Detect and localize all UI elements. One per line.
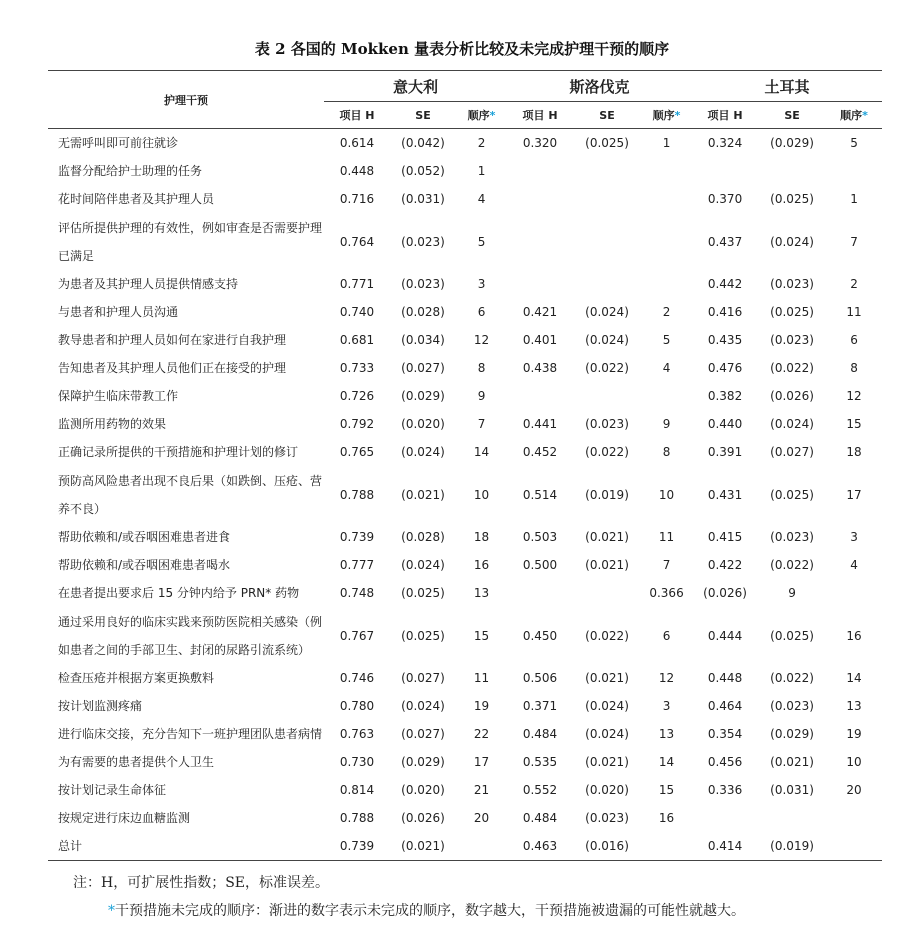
cell-sk-h	[507, 157, 573, 185]
table-row	[48, 185, 882, 213]
cell-sk-h: 0.503	[522, 530, 558, 544]
cell-it-se: (0.025)	[401, 628, 445, 643]
cell-it-order: 22	[473, 727, 490, 741]
cell-it-h: 0.730	[339, 755, 375, 769]
table-row	[48, 157, 882, 185]
intervention-name: 进行临床交接，充分告知下一班护理团队患者病情	[58, 727, 323, 741]
cell-tr-h: 0.456	[707, 755, 743, 769]
cell-it-se: (0.034)	[401, 333, 445, 347]
cell-tr-se: (0.026)	[770, 389, 814, 403]
cell-it-order: 11	[473, 671, 490, 685]
cell-tr-h: 0.435	[707, 333, 743, 347]
cell-it-order: 16	[473, 558, 490, 572]
table-row	[48, 129, 882, 158]
cell-it-h: 0.771	[339, 277, 375, 291]
col-h: 项目 H	[324, 102, 390, 129]
cell-tr-order: 16	[846, 628, 862, 643]
cell-tr-order: 1	[850, 192, 858, 206]
cell-sk-order: 14	[658, 755, 675, 769]
col-se: SE	[573, 102, 641, 129]
cell-tr-h: 0.416	[707, 305, 743, 319]
cell-sk-order	[641, 270, 692, 298]
table-row	[48, 551, 882, 579]
cell-sk-h: 0.452	[522, 445, 558, 459]
cell-tr-h: 0.354	[707, 727, 743, 741]
cell-sk-se: (0.016)	[573, 832, 641, 861]
cell-tr-order: 4	[850, 558, 858, 572]
cell-tr-se: (0.023)	[770, 333, 814, 347]
cell-tr-order	[826, 804, 882, 832]
table-row	[48, 270, 882, 298]
cell-it-se: (0.027)	[401, 727, 445, 741]
cell-tr-h: 0.444	[707, 628, 743, 643]
col-h: 项目 H	[692, 102, 758, 129]
cell-sk-se: (0.024)	[585, 699, 629, 713]
cell-sk-order: 2	[662, 305, 671, 319]
intervention-name: 按规定进行床边血糖监测	[58, 811, 191, 825]
cell-tr-h: 0.414	[692, 832, 758, 861]
cell-tr-h: 0.440	[707, 417, 743, 431]
cell-sk-order: 6	[662, 628, 671, 643]
cell-it-se: (0.052)	[401, 164, 445, 178]
cell-it-se: (0.042)	[401, 136, 445, 150]
cell-tr-se: (0.025)	[770, 305, 814, 319]
cell-tr-se: (0.027)	[770, 445, 814, 459]
cell-sk-order: 3	[662, 699, 671, 713]
intervention-name: 监测所用药物的效果	[58, 417, 167, 431]
cell-it-h: 0.726	[339, 389, 375, 403]
cell-sk-h: 0.421	[522, 305, 558, 319]
table-row	[48, 298, 882, 326]
cell-it-h: 0.767	[339, 628, 375, 643]
cell-it-order: 3	[477, 277, 486, 291]
cell-it-order: 4	[477, 192, 486, 206]
intervention-name: 与患者和护理人员沟通	[58, 305, 179, 319]
cell-it-order: 18	[473, 530, 490, 544]
header-intervention: 护理干预	[48, 71, 324, 129]
intervention-name: 在患者提出要求后 15 分钟内给予 PRN* 药物	[58, 586, 300, 600]
cell-sk-h: 0.484	[522, 727, 558, 741]
cell-tr-order: 2	[850, 277, 858, 291]
table-row	[48, 664, 882, 692]
cell-tr-order: 17	[846, 487, 862, 502]
table-row	[48, 804, 882, 832]
cell-it-order: 2	[477, 136, 486, 150]
cell-it-h: 0.763	[339, 727, 375, 741]
cell-sk-order	[641, 213, 692, 270]
table-row	[48, 523, 882, 551]
cell-it-order: 6	[477, 305, 486, 319]
cell-sk-order: 5	[662, 333, 671, 347]
cell-sk-h: 0.500	[522, 558, 558, 572]
cell-it-order: 12	[473, 333, 490, 347]
table-row	[48, 438, 882, 466]
intervention-name: 监督分配给护士助理的任务	[58, 164, 203, 178]
intervention-name: 通过采用良好的临床实践来预防医院相关感染（例如患者之间的手部卫生、封闭的尿路引流系统）	[58, 614, 323, 657]
cell-sk-se	[573, 185, 641, 213]
cell-tr-se: (0.023)	[770, 277, 814, 291]
cell-it-h: 0.814	[339, 783, 375, 797]
cell-tr-order: 20	[846, 783, 862, 797]
cell-sk-order	[641, 185, 692, 213]
cell-tr-order	[826, 832, 882, 861]
cell-it-order	[456, 832, 507, 861]
cell-sk-h	[507, 382, 573, 410]
intervention-name: 为患者及其护理人员提供情感支持	[58, 277, 239, 291]
header-country-slovakia: 斯洛伐克	[507, 71, 692, 102]
cell-it-se: (0.021)	[390, 832, 456, 861]
cell-sk-se: (0.023)	[585, 811, 629, 825]
cell-sk-h: 0.320	[522, 136, 558, 150]
cell-it-order: 9	[477, 389, 486, 403]
cell-it-h: 0.765	[339, 445, 375, 459]
cell-tr-order: 11	[846, 305, 862, 319]
cell-it-h: 0.792	[339, 417, 375, 431]
cell-it-se: (0.023)	[401, 234, 445, 249]
cell-it-h: 0.739	[324, 832, 390, 861]
cell-it-se: (0.027)	[401, 361, 445, 375]
cell-sk-h: 0.514	[522, 487, 558, 502]
cell-it-h: 0.740	[339, 305, 375, 319]
header-country-turkey: 土耳其	[692, 71, 882, 102]
intervention-name: 正确记录所提供的干预措施和护理计划的修订	[58, 445, 299, 459]
table-title: 表 2 各国的 Mokken 量表分析比较及未完成护理干预的顺序	[254, 40, 670, 58]
cell-it-order: 21	[473, 783, 490, 797]
cell-it-order: 19	[473, 699, 490, 713]
intervention-name: 帮助依赖和/或吞咽困难患者进食	[58, 530, 231, 544]
cell-sk-order: 16	[658, 811, 675, 825]
cell-it-h: 0.780	[339, 699, 375, 713]
cell-it-order: 7	[477, 417, 486, 431]
cell-sk-se: (0.021)	[585, 530, 629, 544]
table-body	[48, 129, 882, 861]
footnote-order: *干预措施未完成的顺序：渐进的数字表示未完成的顺序，数字越大，干预措施被遗漏的可能性就越大。	[108, 903, 745, 919]
cell-sk-h: 0.441	[522, 417, 558, 431]
cell-tr-h: 0.422	[707, 558, 743, 572]
cell-it-order: 17	[473, 755, 490, 769]
cell-it-se: (0.027)	[401, 671, 445, 685]
cell-it-h: 0.788	[339, 811, 375, 825]
intervention-name: 保障护生临床带教工作	[58, 389, 179, 403]
cell-tr-h: 0.431	[707, 487, 743, 502]
cell-it-se: (0.029)	[401, 755, 445, 769]
table-row	[48, 692, 882, 720]
cell-it-h: 0.777	[339, 558, 375, 572]
cell-tr-h: 0.391	[707, 445, 743, 459]
cell-tr-order	[826, 579, 882, 607]
cell-tr-h: 0.415	[707, 530, 743, 544]
cell-it-h: 0.764	[339, 234, 375, 249]
cell-sk-se: (0.022)	[585, 361, 629, 375]
cell-tr-se: (0.022)	[770, 361, 814, 375]
cell-it-se: (0.029)	[401, 389, 445, 403]
col-order: 顺序*	[826, 102, 882, 129]
cell-sk-order: 10	[658, 487, 675, 502]
cell-it-se: (0.025)	[401, 586, 445, 600]
cell-it-h: 0.788	[339, 487, 375, 502]
cell-tr-se: (0.021)	[770, 755, 814, 769]
cell-sk-h: 0.484	[522, 811, 558, 825]
cell-tr-order: 14	[846, 671, 862, 685]
cell-tr-h: 0.370	[707, 192, 743, 206]
intervention-name: 检查压疮并根据方案更换敷料	[58, 671, 215, 685]
cell-sk-se: (0.021)	[585, 558, 629, 572]
cell-it-h: 0.748	[339, 586, 375, 600]
cell-sk-se: (0.024)	[585, 333, 629, 347]
cell-sk-se: (0.024)	[585, 305, 629, 319]
cell-tr-h: 0.324	[707, 136, 743, 150]
table-row	[48, 607, 882, 664]
intervention-name: 为有需要的患者提供个人卫生	[58, 755, 215, 769]
header-country-italy: 意大利	[324, 71, 507, 102]
cell-it-h: 0.681	[339, 333, 375, 347]
col-se: SE	[390, 102, 456, 129]
cell-tr-se: (0.025)	[770, 192, 814, 206]
cell-sk-h: 0.450	[522, 628, 558, 643]
cell-it-se: (0.024)	[401, 445, 445, 459]
cell-tr-order	[826, 157, 882, 185]
intervention-name: 预防高风险患者出现不良后果（如跌倒、压疮、营养不良）	[58, 473, 323, 516]
table-row	[48, 776, 882, 804]
cell-sk-se: (0.019)	[585, 487, 629, 502]
table-row	[48, 382, 882, 410]
cell-sk-order	[641, 157, 692, 185]
cell-it-se: (0.024)	[401, 558, 445, 572]
cell-it-se: (0.028)	[401, 530, 445, 544]
footnote-abbrev: 注：H，可扩展性指数；SE，标准误差。	[73, 875, 330, 891]
cell-tr-se: (0.024)	[770, 417, 814, 431]
cell-it-se: (0.026)	[401, 811, 445, 825]
cell-it-h: 0.448	[339, 164, 375, 178]
cell-tr-order: 10	[846, 755, 862, 769]
table-row	[48, 354, 882, 382]
col-order: 顺序*	[641, 102, 692, 129]
cell-tr-se: (0.019)	[758, 832, 826, 861]
cell-sk-order: 11	[658, 530, 675, 544]
cell-tr-order: 18	[846, 445, 862, 459]
cell-tr-h: 0.437	[707, 234, 743, 249]
cell-tr-order: 5	[850, 136, 858, 150]
intervention-name: 花时间陪伴患者及其护理人员	[58, 192, 215, 206]
cell-tr-order: 8	[850, 361, 858, 375]
cell-tr-se: (0.024)	[770, 234, 814, 249]
cell-sk-order: 0.366	[649, 586, 684, 600]
intervention-name: 评估所提供护理的有效性，例如审查是否需要护理已满足	[58, 220, 323, 263]
cell-sk-order: 8	[662, 445, 671, 459]
cell-tr-se: (0.022)	[770, 558, 814, 572]
cell-it-order: 14	[473, 445, 490, 459]
col-se: SE	[758, 102, 826, 129]
cell-sk-se: (0.025)	[585, 136, 629, 150]
cell-it-order: 15	[473, 628, 490, 643]
cell-it-order: 13	[473, 586, 490, 600]
cell-sk-se: (0.022)	[585, 628, 629, 643]
cell-tr-se: (0.029)	[770, 727, 814, 741]
cell-sk-se	[573, 382, 641, 410]
cell-sk-se	[573, 579, 641, 607]
cell-tr-se	[758, 157, 826, 185]
intervention-name: 按计划监测疼痛	[58, 699, 143, 713]
cell-sk-h	[507, 270, 573, 298]
cell-it-h: 0.746	[339, 671, 375, 685]
cell-sk-order	[641, 832, 692, 861]
cell-tr-h: 0.448	[707, 671, 743, 685]
cell-it-order: 1	[477, 164, 486, 178]
cell-it-order: 8	[477, 361, 486, 375]
cell-sk-se: (0.023)	[585, 417, 629, 431]
cell-sk-se	[573, 157, 641, 185]
cell-tr-se: (0.025)	[770, 487, 814, 502]
table-row	[48, 748, 882, 776]
col-order: 顺序*	[456, 102, 507, 129]
cell-tr-se	[758, 804, 826, 832]
cell-tr-se: (0.023)	[770, 530, 814, 544]
cell-sk-order	[641, 382, 692, 410]
cell-it-order: 5	[477, 234, 486, 249]
cell-tr-order: 13	[846, 699, 862, 713]
cell-sk-h: 0.371	[522, 699, 558, 713]
cell-it-se: (0.024)	[401, 699, 445, 713]
cell-sk-h	[507, 213, 573, 270]
cell-sk-order: 13	[658, 727, 675, 741]
mokken-table	[48, 70, 882, 861]
cell-it-h: 0.716	[339, 192, 375, 206]
cell-sk-h: 0.401	[522, 333, 558, 347]
cell-tr-h	[692, 804, 758, 832]
cell-tr-h: (0.026)	[703, 586, 747, 600]
cell-sk-h: 0.506	[522, 671, 558, 685]
col-h: 项目 H	[507, 102, 573, 129]
cell-tr-h: 0.382	[707, 389, 743, 403]
cell-sk-se: (0.024)	[585, 727, 629, 741]
table-row	[48, 466, 882, 523]
cell-tr-se: (0.023)	[770, 699, 814, 713]
cell-tr-se: (0.029)	[770, 136, 814, 150]
cell-tr-h: 0.476	[707, 361, 743, 375]
cell-tr-order: 12	[846, 389, 862, 403]
cell-sk-h: 0.463	[507, 832, 573, 861]
cell-tr-order: 19	[846, 727, 862, 741]
cell-sk-h: 0.552	[522, 783, 558, 797]
cell-sk-se: (0.022)	[585, 445, 629, 459]
cell-it-se: (0.023)	[401, 277, 445, 291]
cell-tr-h: 0.442	[707, 277, 743, 291]
intervention-name: 告知患者及其护理人员他们正在接受的护理	[58, 361, 287, 375]
table-row	[48, 410, 882, 438]
cell-tr-order: 6	[850, 333, 858, 347]
cell-it-se: (0.028)	[401, 305, 445, 319]
cell-tr-h	[692, 157, 758, 185]
cell-it-h: 0.733	[339, 361, 375, 375]
cell-sk-order: 1	[662, 136, 671, 150]
cell-tr-order: 15	[846, 417, 862, 431]
cell-tr-se: (0.022)	[770, 671, 814, 685]
table-row	[48, 832, 882, 861]
table-row	[48, 213, 882, 270]
cell-sk-h	[507, 185, 573, 213]
cell-tr-h: 0.336	[707, 783, 743, 797]
cell-it-order: 10	[473, 487, 490, 502]
intervention-name: 按计划记录生命体征	[58, 783, 167, 797]
table-row	[48, 720, 882, 748]
cell-it-h: 0.614	[339, 136, 375, 150]
cell-sk-se	[573, 213, 641, 270]
cell-sk-order: 15	[658, 783, 675, 797]
intervention-name: 帮助依赖和/或吞咽困难患者喝水	[58, 558, 231, 572]
cell-sk-h: 0.438	[522, 361, 558, 375]
cell-tr-se: 9	[788, 586, 796, 600]
cell-sk-se: (0.020)	[585, 783, 629, 797]
cell-sk-order: 9	[662, 417, 671, 431]
cell-it-se: (0.021)	[401, 487, 445, 502]
intervention-name: 无需呼叫即可前往就诊	[58, 136, 179, 150]
cell-it-se: (0.020)	[401, 783, 445, 797]
intervention-name: 总计	[48, 832, 324, 861]
cell-it-se: (0.031)	[401, 192, 445, 206]
cell-sk-h	[507, 579, 573, 607]
cell-it-se: (0.020)	[401, 417, 445, 431]
cell-sk-order: 12	[658, 671, 675, 685]
cell-sk-order: 4	[662, 361, 671, 375]
cell-tr-se: (0.025)	[770, 628, 814, 643]
cell-it-h: 0.739	[339, 530, 375, 544]
cell-sk-se: (0.021)	[585, 755, 629, 769]
cell-tr-order: 3	[850, 530, 858, 544]
cell-tr-h: 0.464	[707, 699, 743, 713]
intervention-name: 教导患者和护理人员如何在家进行自我护理	[58, 333, 287, 347]
cell-it-order: 20	[473, 811, 490, 825]
cell-sk-se: (0.021)	[585, 671, 629, 685]
cell-sk-se	[573, 270, 641, 298]
cell-sk-h: 0.535	[522, 755, 558, 769]
cell-sk-order: 7	[662, 558, 671, 572]
table-row	[48, 579, 882, 607]
cell-tr-se: (0.031)	[770, 783, 814, 797]
table-row	[48, 326, 882, 354]
cell-tr-order: 7	[850, 234, 858, 249]
